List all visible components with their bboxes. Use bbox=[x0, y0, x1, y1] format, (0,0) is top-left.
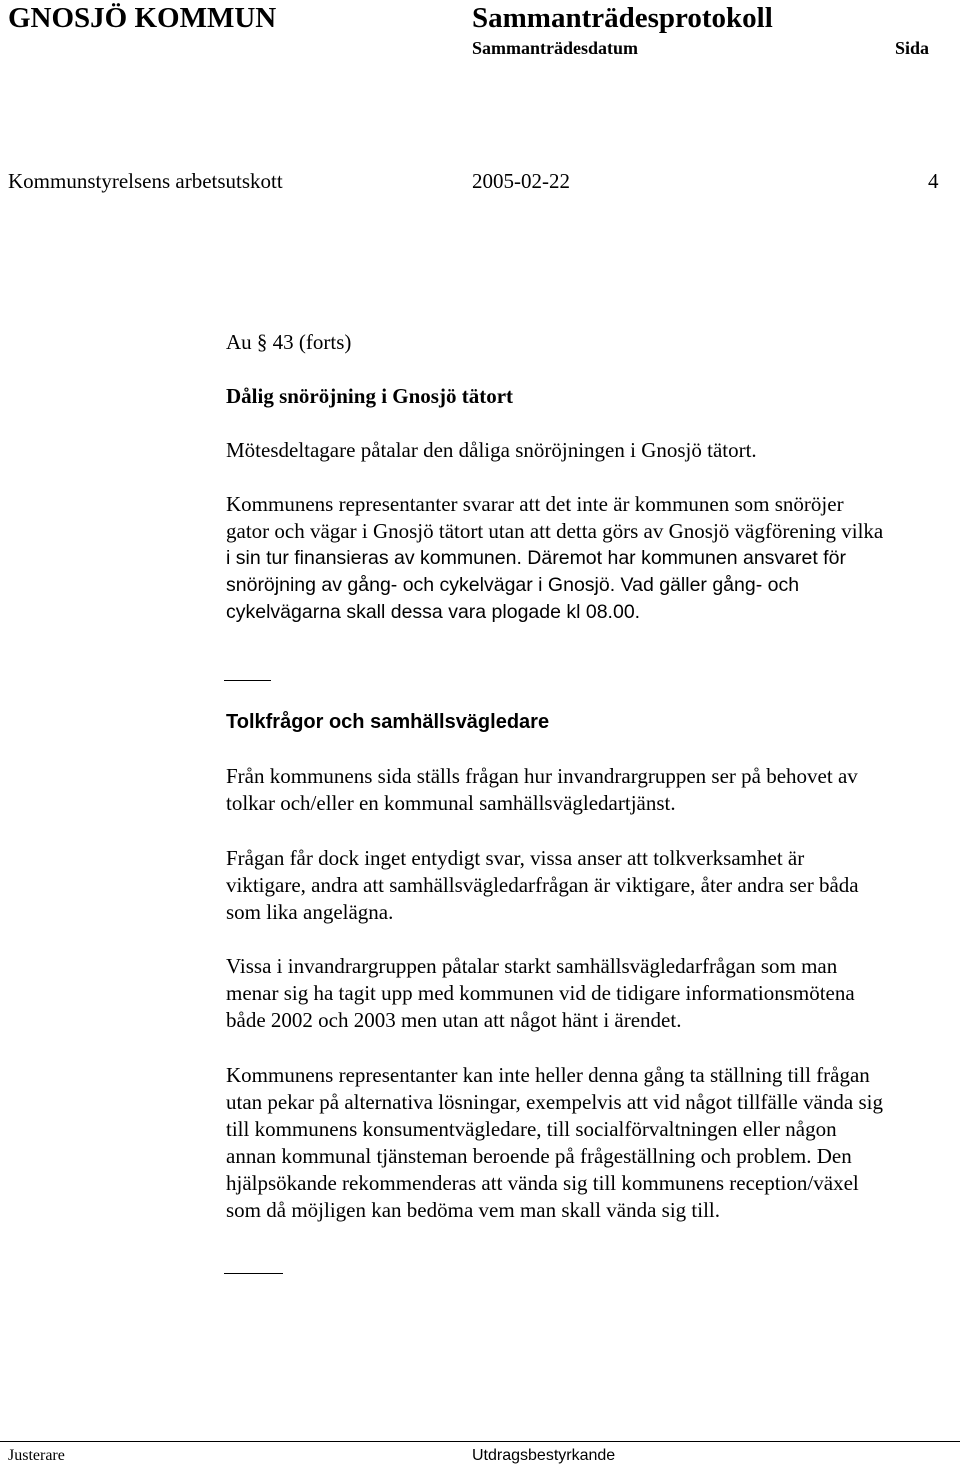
section-heading-snow-clearing: Dålig snöröjning i Gnosjö tätort bbox=[226, 384, 514, 408]
paragraph-line: snöröjning av gång- och cykelvägar i Gnosjö. Vad gäller gång- och bbox=[226, 574, 800, 596]
paragraph-line: gator och vägar i Gnosjö tätort utan att detta görs av Gnosjö vägförening vilka bbox=[226, 519, 884, 543]
section-divider bbox=[224, 680, 271, 681]
paragraph-line: i sin tur finansieras av kommunen. Däremot har kommunen ansvaret för bbox=[226, 547, 846, 569]
date-column-label: Sammanträdesdatum bbox=[472, 38, 639, 58]
paragraph-line: Kommunens representanter svarar att det inte är kommunen som snöröjer bbox=[226, 492, 844, 516]
interpreters-paragraph-4 bbox=[226, 1062, 958, 1224]
page-column-label: Sida bbox=[895, 38, 930, 58]
section-intro: Mötesdeltagare påtalar den dåliga snöröjningen i Gnosjö tätort. bbox=[226, 438, 757, 462]
paragraph-line: Frågan får dock inget entydigt svar, vissa anser att tolkverksamhet är bbox=[226, 846, 805, 870]
paragraph-line: till kommunens konsumentvägledare, till socialförvaltningen eller någon bbox=[226, 1117, 837, 1141]
interpreters-paragraph-1 bbox=[226, 763, 958, 817]
paragraph-line: som lika angelägna. bbox=[226, 900, 394, 924]
interpreters-paragraph-2 bbox=[226, 845, 958, 926]
snow-clearing-paragraph bbox=[226, 491, 958, 626]
page-number: 4 bbox=[928, 169, 939, 193]
paragraph-line: både 2002 och 2003 men utan att något hänt i ärendet. bbox=[226, 1008, 682, 1032]
footer-extract-certification-label: Utdragsbestyrkande bbox=[472, 1447, 616, 1464]
paragraph-line: utan pekar på alternativa lösningar, exempelvis att vid något tillfälle vända sig bbox=[226, 1090, 883, 1114]
footer-rule bbox=[0, 1441, 960, 1442]
meeting-date: 2005-02-22 bbox=[472, 169, 570, 193]
interpreters-paragraph-3 bbox=[226, 953, 958, 1034]
paragraph-line: viktigare, andra att samhällsvägledarfrågan är viktigare, åter andra ser båda bbox=[226, 873, 859, 897]
paragraph-line: menar sig ha tagit upp med kommunen vid de tidigare informationsmötena bbox=[226, 981, 855, 1005]
paragraph-line: annan kommunal tjänsteman beroende på frågeställning och problem. Den bbox=[226, 1144, 852, 1168]
paragraph-line: Kommunens representanter kan inte heller denna gång ta ställning till frågan bbox=[226, 1063, 870, 1087]
paragraph-line: hjälpsökande rekommenderas att vända sig till kommunens reception/växel bbox=[226, 1171, 859, 1195]
section-end-divider bbox=[224, 1273, 283, 1274]
committee-name: Kommunstyrelsens arbetsutskott bbox=[8, 169, 283, 193]
paragraph-line: cykelvägarna skall dessa vara plogade kl 08.00. bbox=[226, 601, 641, 623]
paragraph-line: Från kommunens sida ställs frågan hur invandrargruppen ser på behovet av bbox=[226, 764, 858, 788]
section-heading-interpreters: Tolkfrågor och samhällsvägledare bbox=[226, 711, 550, 733]
organization-name: GNOSJÖ KOMMUN bbox=[8, 2, 277, 34]
paragraph-line: som då möjligen kan bedöma vem man skall vända sig till. bbox=[226, 1198, 720, 1222]
document-type: Sammanträdesprotokoll bbox=[472, 2, 773, 34]
paragraph-reference: Au § 43 (forts) bbox=[226, 330, 352, 354]
paragraph-line: Vissa i invandrargruppen påtalar starkt samhällsvägledarfrågan som man bbox=[226, 954, 838, 978]
footer-adjuster-label: Justerare bbox=[8, 1447, 65, 1464]
paragraph-line: tolkar och/eller en kommunal samhällsvägledartjänst. bbox=[226, 791, 676, 815]
